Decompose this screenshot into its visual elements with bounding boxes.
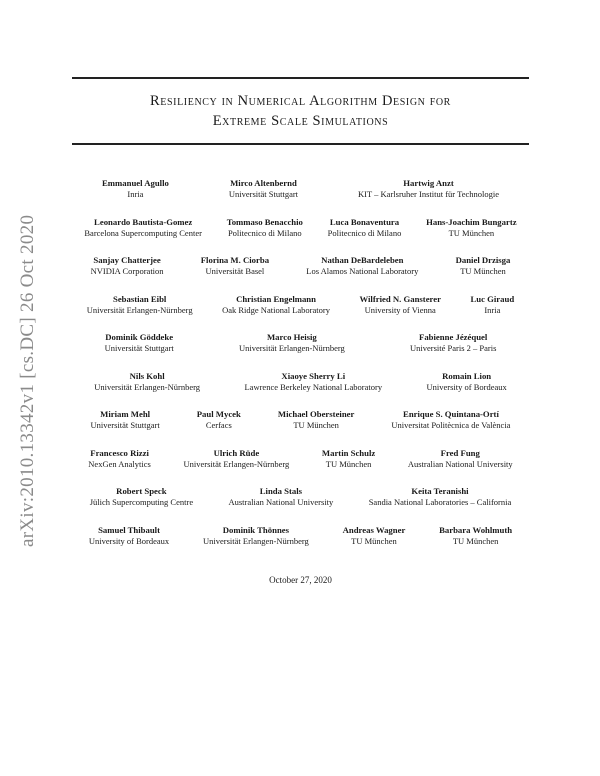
author-affiliation: Universität Erlangen-Nürnberg [86, 304, 193, 315]
author-affiliation: Universität Stuttgart [90, 420, 160, 430]
author [84, 217, 202, 239]
title-line-1: Resiliency in Numerical Algorithm Design for [150, 93, 451, 109]
author-name: Robert Speck [116, 486, 167, 496]
paper-title [72, 91, 529, 131]
author [239, 332, 345, 354]
author [322, 448, 375, 470]
author [470, 294, 514, 316]
author [88, 448, 151, 470]
author [343, 525, 406, 547]
author-name: Mirco Altenbernd [230, 178, 297, 188]
author-name: Daniel Drzisga [455, 255, 511, 265]
author [410, 332, 496, 354]
author-affiliation: KIT – Karlsruher Institut für Technologie [358, 189, 499, 199]
title-rule-bottom [72, 143, 529, 145]
author [201, 255, 269, 277]
author-row [72, 178, 529, 200]
author-affiliation: Inria [484, 304, 501, 315]
title-line-2: Extreme Scale Simulations [212, 113, 389, 129]
author-affiliation: Politecnico di Milano [327, 227, 402, 238]
author-name: Marco Heisig [266, 332, 317, 342]
author-affiliation: Australian National University [228, 497, 334, 507]
author-name: Fred Fung [440, 447, 480, 458]
author-affiliation: Universitat Politècnica de València [391, 420, 511, 430]
author-affiliation: Sandia National Laboratories – California [368, 497, 512, 507]
author [105, 332, 174, 354]
author-name: Luc Giraud [470, 293, 515, 304]
author-affiliation: Politecnico di Milano [227, 227, 302, 238]
author-row [72, 255, 529, 277]
author-affiliation: Barcelona Supercomputing Center [84, 227, 202, 238]
author-name: Hartwig Anzt [403, 178, 454, 188]
author [89, 525, 169, 547]
author-affiliation: Cerfacs [205, 420, 232, 430]
author-affiliation: Inria [127, 189, 144, 199]
author [222, 294, 330, 316]
author-affiliation: TU München [293, 420, 339, 430]
author [102, 178, 169, 200]
author-affiliation: Australian National University [407, 458, 513, 469]
author-row [72, 332, 529, 354]
author-affiliation: Lawrence Berkeley National Laboratory [244, 381, 383, 392]
author [278, 409, 354, 431]
author-name: Fabienne Jézéquel [419, 332, 488, 342]
author-affiliation: Universität Erlangen-Nürnberg [183, 458, 290, 469]
author-name: Hans-Joachim Bungartz [426, 216, 517, 227]
author-affiliation: Universität Erlangen-Nürnberg [202, 535, 309, 546]
author [358, 178, 499, 200]
author-affiliation: Jülich Supercomputing Centre [89, 497, 194, 507]
author-affiliation: TU München [351, 535, 397, 546]
author-name: Paul Mycek [196, 409, 241, 419]
author-affiliation: TU München [460, 266, 506, 276]
author-name: Xiaoye Sherry Li [281, 370, 346, 381]
author [306, 255, 418, 277]
author-name: Keita Teranishi [411, 486, 469, 496]
author-name: Tommaso Benacchio [226, 216, 303, 227]
author [90, 486, 193, 508]
author-name: Samuel Thibault [98, 524, 160, 535]
author-affiliation: University of Bordeaux [426, 381, 507, 392]
author [91, 255, 164, 277]
author-name: Emmanuel Agullo [102, 178, 169, 188]
author-name: Linda Stals [259, 486, 303, 496]
author [369, 486, 512, 508]
author-affiliation: University of Bordeaux [88, 535, 170, 546]
author [183, 448, 289, 470]
author-row [72, 525, 529, 547]
author [228, 486, 333, 508]
author [203, 525, 309, 547]
author-row [72, 294, 529, 316]
author [439, 525, 512, 547]
author [229, 178, 298, 200]
author [456, 255, 511, 277]
author [244, 371, 382, 393]
author-affiliation: TU München [325, 458, 372, 469]
author [91, 409, 160, 431]
author-name: Luca Bonaventura [329, 216, 400, 227]
author [328, 217, 402, 239]
author-name: Martin Schulz [321, 447, 376, 458]
paper-date: October 27, 2020 [269, 575, 332, 585]
author-name: Dominik Thönnes [222, 524, 290, 535]
author-name: Florina M. Ciorba [200, 255, 270, 265]
author [408, 448, 513, 470]
author [94, 371, 200, 393]
author [391, 409, 510, 431]
author-name: Ulrich Rüde [213, 447, 260, 458]
author-affiliation: TU München [448, 227, 495, 238]
author [426, 217, 517, 239]
author-name: Leonardo Bautista-Gomez [94, 216, 193, 227]
author-affiliation: Oak Ridge National Laboratory [222, 304, 330, 315]
title-rule-top [72, 77, 529, 79]
author-affiliation: Universität Basel [205, 266, 265, 276]
author [197, 409, 241, 431]
author-name: Andreas Wagner [342, 524, 406, 535]
author-affiliation: Universität Stuttgart [228, 189, 299, 199]
author-affiliation: Los Alamos National Laboratory [306, 266, 419, 276]
author-name: Christian Engelmann [236, 293, 316, 304]
author-name: Francesco Rizzi [90, 447, 149, 458]
author-affiliation: Université Paris 2 – Paris [409, 343, 497, 353]
author-row [72, 448, 529, 470]
author-name: Michael Obersteiner [277, 409, 355, 419]
author [427, 371, 507, 393]
author-name: Romain Lion [442, 370, 492, 381]
author-name: Sanjay Chatterjee [93, 255, 161, 265]
author-affiliation: Universität Erlangen-Nürnberg [238, 343, 345, 353]
author-affiliation: University of Vienna [364, 304, 436, 315]
author-name: Miriam Mehl [100, 409, 151, 419]
author-name: Nathan DeBardeleben [321, 255, 404, 265]
author-affiliation: NVIDIA Corporation [90, 266, 164, 276]
author-row [72, 486, 529, 508]
author-name: Sebastian Eibl [112, 293, 167, 304]
author-row [72, 409, 529, 431]
author [359, 294, 440, 316]
author [227, 217, 303, 239]
author-affiliation: NexGen Analytics [88, 458, 151, 469]
arxiv-identifier: arXiv:2010.13342v1 [cs.DC] 26 Oct 2020 [17, 214, 38, 548]
author-row [72, 371, 529, 393]
author-name: Dominik Göddeke [105, 332, 174, 342]
author-name: Wilfried N. Gansterer [359, 293, 441, 304]
author-name: Barbara Wohlmuth [439, 524, 513, 535]
author-name: Enrique S. Quintana-Ortí [403, 409, 499, 419]
author-affiliation: Universität Stuttgart [104, 343, 174, 353]
author-name: Nils Kohl [129, 370, 165, 381]
author-affiliation: Universität Erlangen-Nürnberg [94, 381, 201, 392]
author-affiliation: TU München [452, 535, 499, 546]
author-row [72, 217, 529, 239]
author [87, 294, 193, 316]
